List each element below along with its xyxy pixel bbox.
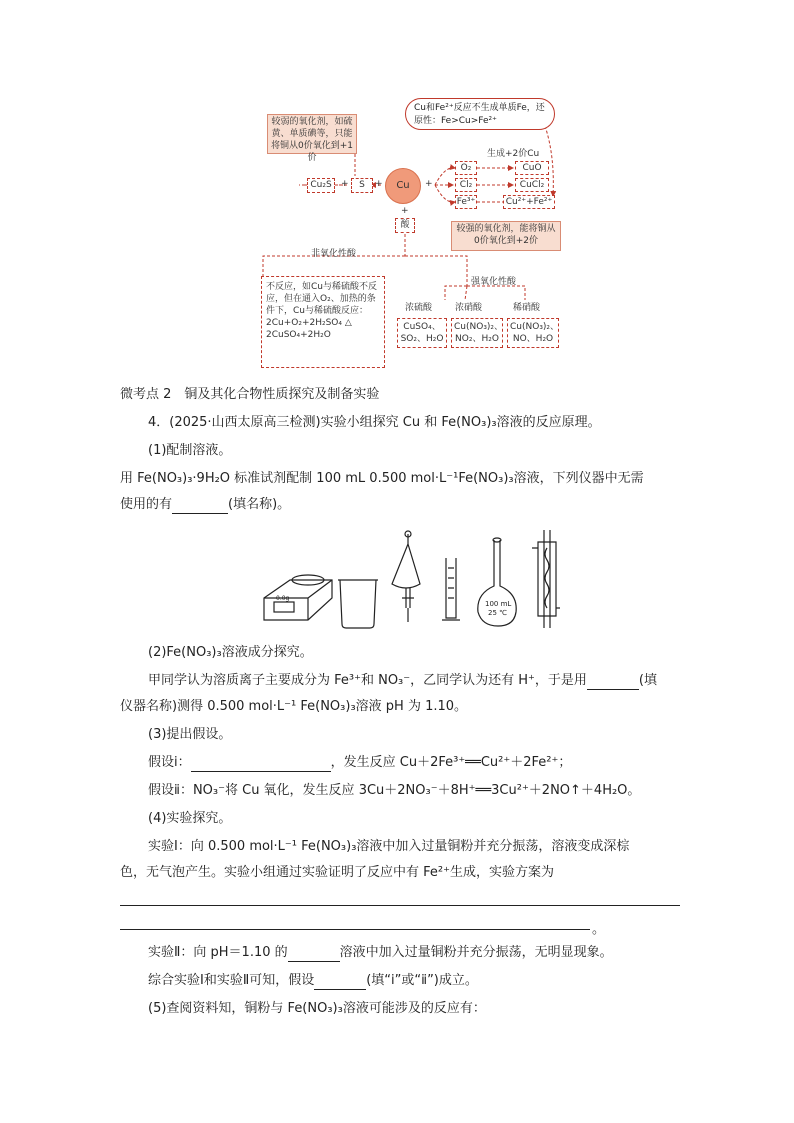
experiment-2-prefix: 实验Ⅱ：向 pH＝1.10 的 [148, 945, 288, 960]
non-oxidizing-acid-label: 非氧化性酸 [311, 249, 357, 259]
step-1: (1)配制溶液。 [148, 443, 232, 458]
cl2-box [455, 178, 477, 192]
conclusion [148, 972, 478, 990]
experiment-1-text-a: 实验Ⅰ：向 0.500 mol·L⁻¹ Fe(NO₃)₃溶液中加入过量铜粉并充分振荡，溶液变成深棕 [148, 839, 630, 854]
hypothesis-2: 假设ⅱ：NO₃⁻将 Cu 氧化，发生反应 3Cu＋2NO₃⁻＋8H⁺══3Cu²⁺＋2NO↑＋4H₂O。 [148, 783, 641, 798]
cu2s-label: Cu₂S [310, 180, 332, 190]
acid-label: 酸 [400, 220, 410, 230]
prod2-box [451, 318, 503, 348]
answer-blank-1[interactable] [172, 500, 228, 514]
prod3-label: Cu(NO₃)₂、NO、H₂O [510, 322, 560, 344]
answer-line-2[interactable] [120, 929, 590, 930]
cu2s-box [307, 178, 335, 193]
step-1-prefix: 使用的有 [120, 497, 173, 512]
cu-fe-box [503, 195, 555, 209]
prod1-label: CuSO₄、SO₂、H₂O [400, 322, 444, 344]
question-4: 4．(2025·山西太原高三检测)实验小组探究 Cu 和 Fe(NO₃)₃溶液的反应原理。 [148, 415, 601, 430]
cu-circle: Cu [385, 168, 421, 204]
section-title: 微考点 2 铜及其化合物性质探究及制备实验 [120, 387, 380, 402]
s-box [351, 178, 373, 193]
conc-h2so4-label: 浓硫酸 [405, 303, 433, 313]
cl2-label: Cl₂ [459, 180, 473, 190]
prod3-box [507, 318, 559, 348]
step-2-prefix: 甲同学认为溶质离子主要成分为 Fe³⁺和 NO₃⁻，乙同学认为还有 H⁺，于是用 [148, 673, 587, 688]
step-5: (5)查阅资料知，铜粉与 Fe(NO₃)₃溶液可能涉及的反应有： [148, 1001, 486, 1016]
conc-hno3-label: 浓硝酸 [455, 303, 483, 313]
plus-sign-4: + [401, 206, 409, 216]
step-4: (4)实验探究。 [148, 811, 232, 826]
cucl2-box [515, 178, 549, 192]
o2-label: O₂ [460, 163, 472, 173]
gen-plus2-label: 生成+2价Cu [487, 149, 540, 159]
step-1-text-b [120, 496, 290, 514]
note-top: Cu和Fe²⁺反应不生成单质Fe，还原性：Fe>Cu>Fe²⁺ [414, 103, 545, 126]
plus-sign-2: + [375, 179, 383, 189]
step-2-text-a [148, 672, 657, 690]
strong-oxidizer-text: 较强的氧化剂，能将铜从0价氧化到+2价 [456, 224, 556, 246]
cuo-box [515, 161, 549, 175]
conclusion-prefix: 综合实验Ⅰ和实验Ⅱ可知，假设 [148, 973, 315, 988]
balance-display: 0.0g [276, 595, 290, 602]
hypothesis-1-prefix: 假设ⅰ： [148, 755, 191, 770]
experiment-2 [148, 944, 613, 962]
prod1-box [397, 318, 447, 348]
answer-line-1[interactable] [120, 905, 680, 906]
cu-fe-label: Cu²⁺+Fe²⁺ [505, 197, 553, 207]
answer-blank-4[interactable] [288, 948, 340, 962]
answer-blank-2[interactable] [587, 676, 639, 690]
step-1-text-a: 用 Fe(NO₃)₃·9H₂O 标准试剂配制 100 mL 0.500 mol·L⁻¹Fe(NO₃)₃溶液，下列仪器中无需 [120, 471, 644, 486]
cucl2-label: CuCl₂ [519, 180, 545, 190]
experiment-2-suffix: 溶液中加入过量铜粉并充分振荡，无明显现象。 [339, 945, 613, 960]
step-1-suffix: (填名称)。 [228, 497, 291, 512]
no-reaction-text: 不反应，如Cu与稀硫酸不反应，但在通入O₂、加热的条件下，Cu与稀硫酸反应： [266, 282, 377, 316]
step-2: (2)Fe(NO₃)₃溶液成分探究。 [148, 645, 313, 660]
plus-sign-1: + [341, 179, 349, 189]
answer-blank-3[interactable] [191, 758, 331, 772]
weak-oxidizer-text: 较弱的氧化剂，如硫黄、单质碘等，只能将铜从0价氧化到+1价 [271, 117, 353, 163]
prod2-label: Cu(NO₃)₂、NO₂、H₂O [454, 322, 504, 344]
step-3: (3)提出假设。 [148, 727, 232, 742]
flask-label-1: 100 mL [485, 600, 512, 608]
step-2-suffix: (填 [638, 673, 657, 688]
acid-box [395, 218, 415, 233]
apparatus-illustration [260, 528, 560, 632]
step-2-text-b: 仪器名称)测得 0.500 mol·L⁻¹ Fe(NO₃)₃溶液 pH 为 1.10。 [120, 699, 468, 714]
plus-sign-3: + [425, 179, 433, 189]
experiment-1-end: 。 [592, 922, 606, 937]
weak-oxidizer-box [267, 114, 357, 163]
experiment-1-text-b: 色，无气泡产生。实验小组通过实验证明了反应中有 Fe²⁺生成，实验方案为 [120, 865, 554, 880]
o2-box [455, 161, 477, 175]
strong-oxidizer-box [451, 221, 561, 251]
dil-hno3-label: 稀硝酸 [513, 303, 541, 313]
no-reaction-box [261, 276, 385, 368]
conclusion-suffix: (填“ⅰ”或“ⅱ”)成立。 [366, 973, 478, 988]
copper-reaction-diagram [255, 96, 571, 376]
s-label: S [359, 180, 365, 190]
strong-oxidizing-acid-label: 强氧化性酸 [471, 277, 517, 287]
answer-blank-5[interactable] [314, 976, 366, 990]
equation-line-2: 2CuSO₄+2H₂O [266, 330, 331, 340]
fe3-label: Fe³⁺ [456, 197, 476, 207]
hypothesis-1-suffix: ，发生反应 Cu＋2Fe³⁺══Cu²⁺＋2Fe²⁺； [330, 755, 572, 770]
equation-line-1: 2Cu+O₂+2H₂SO₄ △ [266, 318, 352, 328]
cuo-label: CuO [522, 163, 542, 173]
flask-label-2: 25 ℃ [488, 609, 507, 617]
fe3-box [455, 195, 477, 209]
hypothesis-1 [148, 754, 571, 772]
